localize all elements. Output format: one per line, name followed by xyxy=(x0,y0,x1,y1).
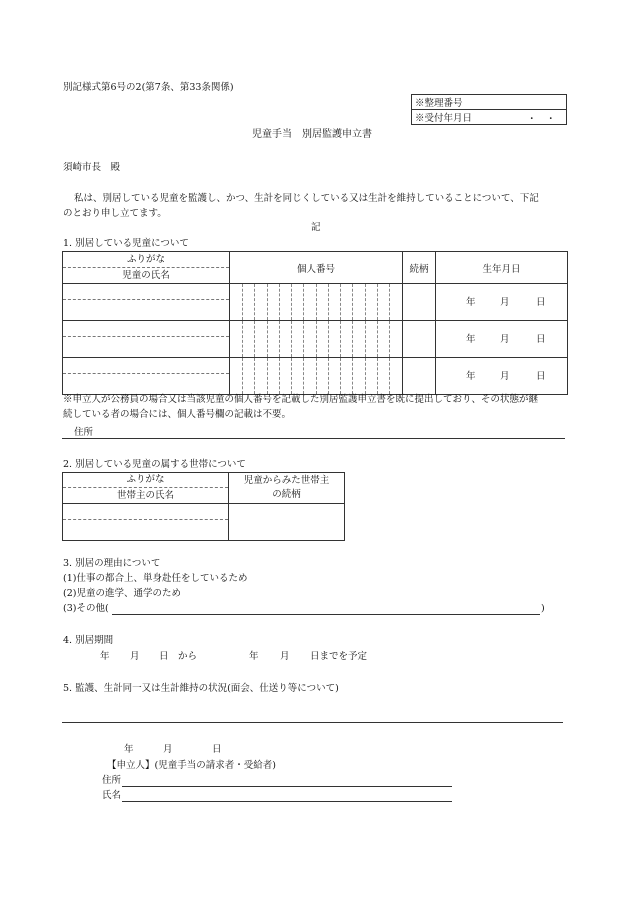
table-row xyxy=(63,358,568,395)
relationship-input[interactable] xyxy=(403,284,436,321)
period-end-year: 年 xyxy=(249,651,259,662)
child-address-line[interactable] xyxy=(62,438,565,439)
reason-other-label[interactable]: (3)その他( xyxy=(63,603,109,614)
applicant-heading: 【申立人】(児童手当の請求者・受給者) xyxy=(107,760,276,771)
child-name-input[interactable] xyxy=(63,337,229,357)
reason-option-2[interactable]: (2)児童の進学、通学のため xyxy=(63,588,181,599)
section1-heading: 1. 別居している児童について xyxy=(63,238,189,249)
birthdate-input[interactable] xyxy=(436,358,568,395)
form-code: 別記様式第6号の2(第7条、第33条関係) xyxy=(63,82,234,93)
birth-day: 日 xyxy=(536,371,546,382)
sign-day: 日 xyxy=(212,744,222,755)
table-row xyxy=(63,321,568,358)
child-address-label: 住所 xyxy=(74,427,94,438)
relationship-header: 続柄 xyxy=(403,252,436,284)
note-line-2: 続している者の場合には、個人番号欄の記載は不要。 xyxy=(63,409,292,420)
birth-year: 年 xyxy=(466,297,476,308)
birthdate-header: 生年月日 xyxy=(436,252,568,284)
individual-number-input[interactable] xyxy=(230,358,403,395)
period-end-day: 日までを予定 xyxy=(310,651,368,662)
applicant-address-line[interactable] xyxy=(122,786,452,787)
householder-name-label: 世帯主の氏名 xyxy=(116,490,174,501)
sign-month: 月 xyxy=(163,744,173,755)
relationship-input[interactable] xyxy=(403,321,436,358)
birth-year: 年 xyxy=(466,334,476,345)
section2-heading: 2. 別居している児童の属する世帯について xyxy=(63,459,246,470)
birth-year: 年 xyxy=(466,371,476,382)
statement-line-1: 私は、別居している児童を監護し、かつ、生計を同じくしている又は生計を維持していることについて、下記 xyxy=(74,193,539,204)
householder-furigana-input[interactable] xyxy=(63,504,228,520)
section5-heading: 5. 監護、生計同一又は生計維持の状況(面会、仕送り等について) xyxy=(63,683,339,694)
applicant-name-line[interactable] xyxy=(122,801,452,802)
office-use-box xyxy=(411,94,567,125)
table-row xyxy=(63,284,568,321)
reference-number-cell: ※整理番号 xyxy=(412,95,567,110)
householder-relationship-input[interactable] xyxy=(229,504,345,541)
period-start-day: 日 xyxy=(159,651,169,662)
period-start-year: 年 xyxy=(100,651,110,662)
birth-month: 月 xyxy=(500,297,510,308)
applicant-address-label: 住所 xyxy=(102,775,122,786)
child-name-label: 児童の氏名 xyxy=(122,269,170,281)
child-name-header xyxy=(63,252,230,284)
householder-furigana-label: ふりがな xyxy=(63,473,228,488)
birthdate-input[interactable] xyxy=(436,284,568,321)
children-table xyxy=(62,251,568,395)
birth-day: 日 xyxy=(536,297,546,308)
householder-relationship-header xyxy=(229,473,345,504)
birth-month: 月 xyxy=(500,334,510,345)
addressee: 須崎市長 殿 xyxy=(63,162,121,173)
received-date-label: ※受付年月日 xyxy=(415,113,473,124)
note-line-1: ※申立人が公務員の場合又は当該児童の個人番号を記載した別居監護申立書を既に提出しており、その状態が継 xyxy=(63,394,539,405)
furigana-label: ふりがな xyxy=(63,253,229,268)
reason-other-close: ) xyxy=(541,603,545,614)
birthdate-input[interactable] xyxy=(436,321,568,358)
child-furigana-input[interactable] xyxy=(63,321,229,337)
birth-month: 月 xyxy=(500,371,510,382)
household-table xyxy=(62,472,345,541)
relationship-label-line-2: の続柄 xyxy=(272,489,301,500)
situation-line[interactable] xyxy=(62,722,563,723)
householder-name-header xyxy=(63,473,229,504)
document-title: 児童手当 別居監護申立書 xyxy=(252,129,372,140)
relationship-input[interactable] xyxy=(403,358,436,395)
section3-heading: 3. 別居の理由について xyxy=(63,558,161,569)
birth-day: 日 xyxy=(536,334,546,345)
child-furigana-input[interactable] xyxy=(63,358,229,374)
child-name-input[interactable] xyxy=(63,374,229,394)
householder-name-input[interactable] xyxy=(63,520,228,540)
ki-mark: 記 xyxy=(311,222,321,233)
individual-number-input[interactable] xyxy=(230,321,403,358)
received-date-dots: ・ ・ xyxy=(527,114,556,125)
child-furigana-input[interactable] xyxy=(63,284,229,300)
applicant-name-label: 氏名 xyxy=(102,790,122,801)
reason-option-1[interactable]: (1)仕事の都合上、単身赴任をしているため xyxy=(63,573,248,584)
section4-heading: 4. 別居期間 xyxy=(63,635,114,646)
relationship-label-line-1: 児童からみた世帯主 xyxy=(243,475,330,486)
sign-year: 年 xyxy=(124,744,134,755)
individual-number-header: 個人番号 xyxy=(230,252,403,284)
period-start-month: 月 xyxy=(130,651,140,662)
statement-line-2: のとおり申し立てます。 xyxy=(63,208,167,219)
period-end-month: 月 xyxy=(280,651,290,662)
reason-other-line[interactable] xyxy=(112,614,540,615)
child-name-input[interactable] xyxy=(63,300,229,320)
received-date-cell xyxy=(412,110,567,125)
individual-number-input[interactable] xyxy=(230,284,403,321)
period-from: から xyxy=(178,651,198,662)
